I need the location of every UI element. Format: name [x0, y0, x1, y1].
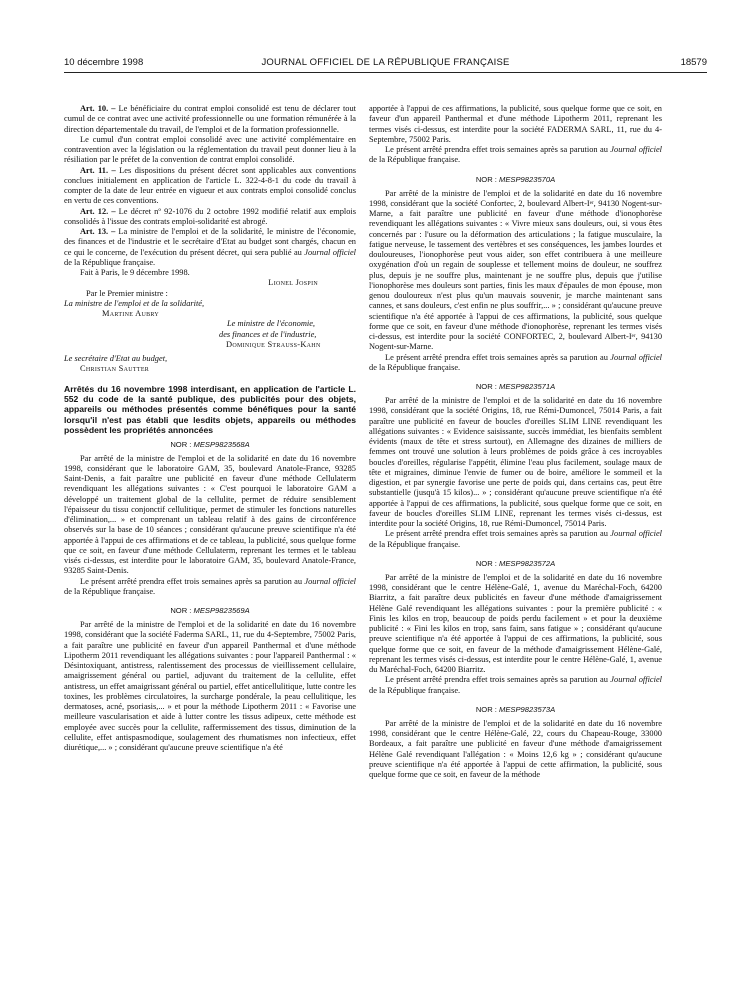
article-label: Art. 12. – — [80, 206, 116, 216]
signature-sautter: Christian Sautter — [80, 364, 150, 374]
ministre-economie-2: des finances et de l'industrie, — [219, 329, 317, 339]
present-text: de la République française. — [369, 362, 461, 372]
nor-label: NOR : — [475, 174, 500, 184]
nor-label: NOR : — [475, 558, 500, 568]
arrete-faderma-continued: apportée à l'appui de ces affirmations, la publicité, sous quelque forme que ce soit, en faveur d'un appareil Panthermal et d'une méthode Lipotherm 2011, reprenant les termes visés ci-dessus, est interdite pour la société FADERMA SARL, 11, rue du 4-Septembre, 75002 Paris. — [369, 104, 662, 144]
nor-code: MESP9823568A — [193, 439, 250, 449]
present-text: Le présent arrêté prendra effet trois semaines après sa parution au — [385, 675, 611, 685]
left-column — [64, 104, 356, 753]
nor-code: MESP9823573A — [499, 704, 556, 714]
signature-aubry: Martine Aubry — [102, 309, 160, 318]
article-11 — [64, 166, 356, 207]
present-text: Le présent arrêté prendra effet trois semaines après sa parution au — [80, 576, 305, 586]
nor-reference — [64, 606, 356, 616]
present-text: de la République française. — [369, 539, 461, 549]
present-text: de la République française. — [64, 586, 156, 596]
present-text: de la République française. — [369, 685, 461, 695]
arrete-origins: Par arrêté de la ministre de l'emploi et de la solidarité en date du 16 novembre 1998, considérant que la société Origins, 18, rue Rémi-Dumoncel, 75014 Paris, a fait paraître une publicité en faveur de boucles d'oreilles SLIM LINE revendiquant les allégations suivantes : « Evidence saisissante, succès immédiat, les bienfaits semblent évidents (maux de tête et stress surtout), en Allemagne des dizaines de milliers de femmes ont trouvé une solution à leurs problèmes de poids grâce à ces incroyables boucles d'oreilles, régularise l'appétit, élimine l'eau plus facilement, soulage maux de tête et migraines, diminue l'envie de fumer ou de boire, améliore le sommeil et la digestion, et par synergie favorise une perte de poids qui, dans certains cas, peut être substantielle (jusqu'à 15 kilos)... » ; considérant qu'aucune preuve scientifique n'a été apportée à l'appui de ces affirmations, la publicité, sous quelque forme que ce soit, en faveur de boucles d'oreilles SLIM LINE, reprenant les termes visés ci-dessus, est interdite pour la société Origins, 18, rue Rémi-Dumoncel, 75014 Paris. — [369, 396, 662, 528]
nor-label: NOR : — [475, 704, 500, 714]
article-text: La ministre de l'emploi et de la solidarité, le ministre de l'économie, des finances et de l'industrie et le secrétaire d'Etat au budget sont chargés, chacun en ce qui le concerne, de l'exécution du présent décret, qui sera publié au — [64, 227, 356, 257]
journal-officiel-ref: Journal officiel — [610, 675, 663, 685]
nor-label: NOR : — [170, 606, 194, 616]
arrete-title: Arrêtés du 16 novembre 1998 interdisant, en application de l'article L. 552 du code de la santé publique, des publicités pour des objets, appareils ou méthodes présentés comme bénéfiques pour la santé lorsqu'il n'est pas établi que lesdits objets, appareils ou méthodes possèdent les propriétés annoncées — [64, 383, 356, 436]
right-column — [369, 104, 662, 780]
article-text: Le bénéficiaire du contrat emploi consolidé est tenu de déclarer tout cumul de ce contrat avec une activité professionnelle ou une formation rémunérée à la direction départementale du travail, de l'emploi et de la formation professionnelle. — [64, 104, 356, 134]
article-10-paragraph-2: Le cumul d'un contrat emploi consolidé avec une activité complémentaire en contravention avec la législation ou la réglementation du travail peut donner lieu à la résiliation par le préfet de la convention de contrat emploi consolidé. — [64, 134, 356, 165]
arrete-helene-gale-bordeaux: Par arrêté de la ministre de l'emploi et de la solidarité en date du 16 novembre 1998, considérant que le centre Hélène-Galé, 22, cours du Chapeau-Rouge, 33000 Bordeaux, a fait paraître une publicité en faveur d'une méthode d'amaigrissement Hélène Galé revendiquant l'allégation : « Moins 12,6 kg » ; considérant qu'aucune preuve scientifique n'a été apportée à l'appui de cette affirmation, la publicité, sous quelque forme que ce soit, en faveur de la méthode — [369, 718, 662, 779]
nor-code: MESP9823569A — [193, 606, 250, 616]
present-arrete — [369, 145, 662, 166]
journal-officiel-ref: Journal officiel — [610, 529, 663, 539]
present-arrete — [369, 353, 662, 374]
ministre-emploi: La ministre de l'emploi et de la solidarité, — [64, 298, 205, 308]
arrete-helene-gale-biarritz: Par arrêté de la ministre de l'emploi et de la solidarité en date du 16 novembre 1998, considérant que le centre Hélène-Galé, 1, avenue du Maréchal-Foch, 64200 Biarritz, a fait paraître deux publicités en faveur d'une méthode d'amaigrissement Hélène Galé revendiquant les allégations suivantes : pour la première publicité : « Finis les kilos en trop, beaucoup de poids perdu facilement » et pour la deuxième publicité : « Fini les kilos en trop, sans faim, sans fatigue » ; considérant qu'aucune preuve scientifique n'a été apportée à l'appui de ces affirmations, la publicité, sous quelque forme que ce soit, en faveur de la méthode d'amaigrissement Hélène-Galé, reprenant les termes visés ci-dessus, est interdite pour le centre Hélène-Galé, 1, avenue du Maréchal-Foch, 64200 Biarritz. — [369, 572, 662, 674]
header-rule — [64, 72, 707, 73]
nor-label: NOR : — [475, 382, 500, 391]
article-label: Art. 10. – — [80, 104, 116, 113]
journal-officiel-ref: Journal officiel — [304, 576, 357, 586]
article-12 — [64, 207, 356, 228]
nor-code: MESP9823570A — [499, 174, 556, 184]
nor-code: MESP9823571A — [499, 382, 556, 391]
journal-officiel-ref: Journal officiel — [304, 247, 357, 257]
arrete-gam: Par arrêté de la ministre de l'emploi et de la solidarité en date du 16 novembre 1998, considérant que le laboratoire GAM, 35, boulevard Anatole-France, 93285 Saint-Denis, a fait paraître une publicité en faveur d'une méthode Cellulaterm revendiquant les allégations suivantes : « C'est pourquoi le laboratoire GAM a développé un traitement global de la cellulite, permet de réduire sensiblement l'épaisseur du tissu conjonctif cellulitique, permet de stimuler les fonctions naturelles d'élimination,... » et comprenant un tableau relatif à des gains de circonférence observés sur la base de 10 séances ; considérant qu'aucune preuve scientifique n'a été apportée à l'appui de ces affirmations et de ce tableau, la publicité, sous quelque forme que ce soit, en faveur d'une méthode Cellulaterm, reprenant les termes et le tableau visés ci-dessus, est interdite pour le laboratoire GAM, 35, boulevard Anatole-France, 93285 Saint-Denis. — [64, 453, 356, 576]
signature-jospin: Lionel Jospin — [268, 278, 318, 288]
article-text: Le décret nº 92-1076 du 2 octobre 1992 modifié relatif aux emplois consolidés à l'issue des contrats emploi-solidarité est abrogé. — [64, 206, 356, 226]
header-date: 10 décembre 1998 — [64, 57, 144, 68]
arrete-faderma: Par arrêté de la ministre de l'emploi et de la solidarité en date du 16 novembre 1998, considérant que la société Faderma SARL, 11, rue du 4-Septembre, 75002 Paris, a fait paraître une publicité en faveur d'un appareil Panthermal et d'une méthode Lipotherm 2011 revendiquant les allégations suivantes : pour l'appareil Panthermal : « Désintoxiquant, antistress, ralentissement des processus de vieillissement cellulaire, amaigrissement général ou partiel, adjuvant du traitement de la cellulite, effet antistress, un effet amaigrissant général ou partiel, effet anticellulitique, lutte contre les toxines, les problèmes circulatoires, la surcharge pondérale, la peau cellulitique, les dermatoses, acné, psoriasis,... » et pour la méthode Lipotherm 2011 : « Favorise une meilleure vascularisation et aide à lutter contre les tissus adipeux, cette méthode est employée avec succès pour la cellulite, raffermissement des tissus, diminution de la cellulite, effet antispasmodique, soulagement des rhumatismes non infectieux, effet diurétique,... » ; considérant qu'aucune preuve scientifique n'a été — [64, 620, 356, 753]
nor-code: MESP9823572A — [499, 558, 556, 568]
par-premier-ministre: Par le Premier ministre : — [86, 288, 168, 298]
nor-reference — [369, 175, 662, 185]
article-10 — [64, 104, 356, 135]
nor-reference — [369, 559, 662, 569]
nor-reference — [369, 382, 662, 392]
article-13 — [64, 227, 356, 268]
nor-reference — [369, 705, 662, 715]
article-text: de la République française. — [64, 257, 156, 267]
page-number: 18579 — [680, 57, 707, 68]
present-text: Le présent arrêté prendra effet trois semaines après sa parution au — [385, 352, 611, 362]
page-header — [64, 57, 707, 70]
ministre-economie-1: Le ministre de l'économie, — [227, 319, 316, 329]
signature-strauss-kahn: Dominique Strauss-Kahn — [226, 339, 321, 349]
present-text: Le présent arrêté prendra effet trois semaines après sa parution au — [385, 529, 611, 539]
journal-officiel-ref: Journal officiel — [610, 352, 663, 362]
present-arrete — [369, 529, 662, 550]
present-text: de la République française. — [369, 155, 461, 165]
nor-label: NOR : — [170, 439, 194, 449]
journal-title: JOURNAL OFFICIEL DE LA RÉPUBLIQUE FRANÇAISE — [261, 57, 510, 68]
present-text: Le présent arrêté prendra effet trois semaines après sa parution au — [385, 145, 611, 154]
secretaire-budget: Le secrétaire d'Etat au budget, — [64, 354, 168, 363]
fait-a-paris: Fait à Paris, le 9 décembre 1998. — [80, 268, 190, 277]
article-label: Art. 13. – — [80, 227, 116, 236]
article-label: Art. 11. – — [80, 165, 116, 175]
nor-reference — [64, 440, 356, 450]
present-arrete — [64, 577, 356, 598]
journal-officiel-ref: Journal officiel — [610, 145, 663, 154]
article-text: Les dispositions du présent décret sont applicables aux conventions conclues initialement en application de l'article L. 322-4-8-1 du code du travail à compter de la date de leur entrée en vigueur et aux contrats emploi consolidé conclus en vertu de ces conventions. — [64, 165, 357, 206]
present-arrete — [369, 675, 662, 696]
signatures — [64, 278, 356, 374]
arrete-confortec: Par arrêté de la ministre de l'emploi et de la solidarité en date du 16 novembre 1998, considérant que la société Confortec, 2, boulevard Albert-Iᵉʳ, 94130 Nogent-sur-Marne, a fait paraître une publicité en faveur d'une méthode d'ionophorèse revendiquant les allégations suivantes : « Vivre mieux sans douleurs, oui, si vous êtes concernés par : l'usure ou la déformation des articulations ; la fatigue musculaire, la fatigue nerveuse, le tassement des vertèbres et ses conséquences, les jambes lourdes et douloureuses, l'ionophorèse peut vous aider, son effet contribuera à une meilleure oxygénation d'où un regain de souplesse et tellement moins de douleur, ne souffrez plus, depuis je ne souffre plus, maintenant je ne souffre plus, depuis que j'utilise l'ionophorèse mes douleurs sont parties, finis les maux d'épaules de mon épouse, mon genou douloureux n'est plus qu'un mauvais souvenir, je marche maintenant sans cannes, et sans douleurs, c'est enfin ne plus souffrir,... » ; considérant qu'aucune preuve scientifique n'a été apportée à l'appui de ces affirmations, la publicité, sous quelque forme que ce soit, en faveur d'une méthode d'ionophorèse, reprenant les termes visés ci-dessus, est interdite pour la société CONFORTEC, 2, boulevard Albert-Iᵉʳ, 94130 Nogent-sur-Marne. — [369, 188, 662, 352]
